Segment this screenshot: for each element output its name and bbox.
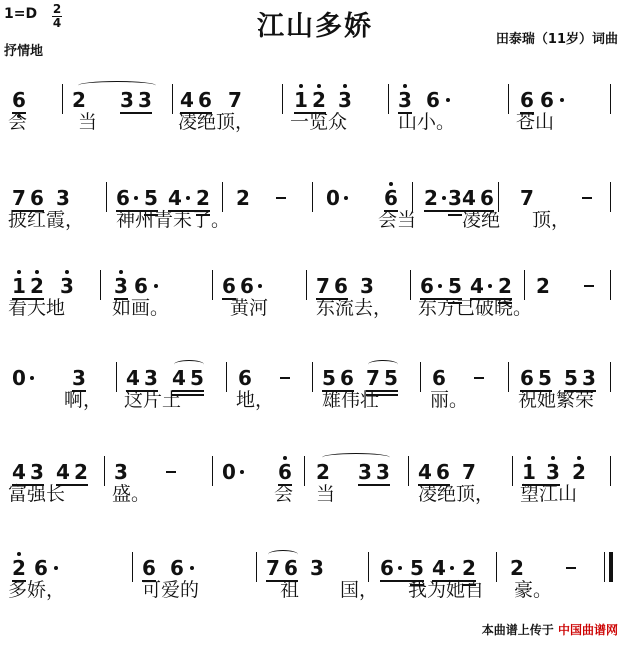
- note-digit: 6: [142, 556, 156, 580]
- sustain-dash: [584, 285, 594, 287]
- octave-or-augmentation-dot: [438, 284, 442, 288]
- note-digit: 2: [510, 556, 524, 580]
- lyric: 顶，: [532, 209, 571, 231]
- note-digit: 4: [12, 460, 26, 484]
- slur-arc: [368, 360, 398, 369]
- lyric: 雄伟壮: [322, 389, 380, 411]
- note-digit: 6: [222, 274, 236, 298]
- bar-line: [306, 270, 307, 300]
- note-digit: 4: [126, 366, 140, 390]
- lyric: 富强长: [8, 483, 66, 505]
- note-digit: 2: [236, 186, 250, 210]
- lyric: 可爱的: [142, 579, 200, 601]
- note-digit: 1: [294, 88, 308, 112]
- bar-line: [312, 182, 313, 212]
- lyric: 会当: [378, 209, 417, 231]
- note-digit: 5: [538, 366, 552, 390]
- lyric: 豪。: [514, 579, 553, 601]
- note-digit: 3: [338, 88, 352, 112]
- note-digit: 2: [196, 186, 210, 210]
- octave-or-augmentation-dot: [154, 284, 158, 288]
- lyric: 凌绝顶，: [178, 111, 255, 133]
- bar-line: [610, 456, 611, 486]
- note-digit: 6: [480, 186, 494, 210]
- lyric: 苍山: [516, 111, 555, 133]
- note-digit: 6: [334, 274, 348, 298]
- sustain-dash: [566, 567, 576, 569]
- bar-line: [172, 84, 173, 114]
- note-digit: 6: [12, 88, 26, 112]
- bar-line: [610, 182, 611, 212]
- sustain-dash: [166, 471, 176, 473]
- site-logo[interactable]: 中国曲谱网: [557, 623, 618, 637]
- octave-or-augmentation-dot: [344, 196, 348, 200]
- octave-or-augmentation-dot: [488, 284, 492, 288]
- lyric: 盛。: [112, 483, 151, 505]
- octave-or-augmentation-dot: [240, 470, 244, 474]
- note-digit: 5: [144, 186, 158, 210]
- note-digit: 3: [310, 556, 324, 580]
- bar-line: [106, 182, 107, 212]
- bar-line: [116, 362, 117, 392]
- lyric: 如画。: [112, 297, 170, 319]
- song-title: 江山多娇: [257, 11, 373, 42]
- duration-underline: [358, 484, 390, 486]
- lyric: 会: [8, 111, 28, 133]
- duration-underline: [448, 214, 462, 216]
- bar-line: [610, 270, 611, 300]
- note-digit: 0: [326, 186, 340, 210]
- octave-or-augmentation-dot: [54, 566, 58, 570]
- note-digit: 4: [180, 88, 194, 112]
- bar-line: [512, 456, 513, 486]
- lyric: 凌绝顶，: [418, 483, 495, 505]
- sustain-dash: [276, 197, 286, 199]
- note-digit: 1: [12, 274, 26, 298]
- note-digit: 7: [366, 366, 380, 390]
- bar-line: [132, 552, 133, 582]
- sustain-dash: [582, 197, 592, 199]
- note-digit: 3: [546, 460, 560, 484]
- slur-arc: [174, 360, 204, 369]
- note-digit: 6: [198, 88, 212, 112]
- lyric: 我为她自: [408, 579, 485, 601]
- note-digit: 6: [384, 186, 398, 210]
- octave-or-augmentation-dot: [398, 566, 402, 570]
- lyric: 地，: [236, 389, 275, 411]
- lyric: 东流去，: [316, 297, 393, 319]
- note-digit: 5: [322, 366, 336, 390]
- octave-or-augmentation-dot: [30, 376, 34, 380]
- octave-or-augmentation-dot: [317, 84, 321, 88]
- lyric: 黄河: [230, 297, 269, 319]
- bar-line: [212, 270, 213, 300]
- note-digit: 3: [114, 274, 128, 298]
- octave-or-augmentation-dot: [560, 98, 564, 102]
- bar-line: [388, 84, 389, 114]
- lyric: 东方已破晓。: [418, 297, 533, 319]
- note-digit: 6: [340, 366, 354, 390]
- note-digit: 5: [410, 556, 424, 580]
- note-digit: 6: [520, 88, 534, 112]
- lyric: 这片土: [124, 389, 182, 411]
- notation-line: [0, 266, 630, 314]
- octave-or-augmentation-dot: [283, 456, 287, 460]
- octave-or-augmentation-dot: [65, 270, 69, 274]
- note-digit: 5: [564, 366, 578, 390]
- note-digit: 6: [540, 88, 554, 112]
- note-digit: 7: [520, 186, 534, 210]
- note-digit: 3: [60, 274, 74, 298]
- lyric: 一览众: [290, 111, 348, 133]
- composer-credit: 田泰瑞（11岁）词曲: [495, 32, 618, 47]
- note-digit: 3: [114, 460, 128, 484]
- lyric: 啊，: [64, 389, 103, 411]
- score-system-2: [0, 178, 630, 268]
- bar-line: [212, 456, 213, 486]
- octave-or-augmentation-dot: [343, 84, 347, 88]
- octave-or-augmentation-dot: [35, 270, 39, 274]
- lyric: 山小。: [398, 111, 456, 133]
- octave-or-augmentation-dot: [186, 196, 190, 200]
- octave-or-augmentation-dot: [577, 456, 581, 460]
- bar-line: [508, 84, 509, 114]
- note-digit: 2: [72, 88, 86, 112]
- bar-line: [62, 84, 63, 114]
- octave-or-augmentation-dot: [258, 284, 262, 288]
- bar-line: [610, 84, 611, 114]
- lyric: 会: [274, 483, 294, 505]
- octave-or-augmentation-dot: [450, 566, 454, 570]
- key-signature: 1=D: [4, 6, 38, 22]
- note-digit: 6: [30, 186, 44, 210]
- note-digit: 6: [238, 366, 252, 390]
- lyric: 当: [316, 483, 336, 505]
- bar-line: [610, 362, 611, 392]
- lyric: 祝她繁荣: [518, 389, 595, 411]
- lyric: 神州青未了。: [116, 209, 231, 231]
- note-digit: 3: [358, 460, 372, 484]
- note-digit: 2: [12, 556, 26, 580]
- note-digit: 4: [168, 186, 182, 210]
- note-digit: 3: [30, 460, 44, 484]
- note-digit: 6: [426, 88, 440, 112]
- bar-line: [496, 552, 497, 582]
- note-digit: 0: [222, 460, 236, 484]
- note-digit: 2: [30, 274, 44, 298]
- note-digit: 1: [522, 460, 536, 484]
- note-digit: 7: [316, 274, 330, 298]
- duration-underline: [424, 210, 462, 212]
- note-digit: 4: [56, 460, 70, 484]
- meter-bottom: 4: [52, 16, 62, 30]
- note-digit: 2: [462, 556, 476, 580]
- note-digit: 6: [34, 556, 48, 580]
- footer-prefix: 本曲谱上传于: [481, 623, 554, 637]
- note-digit: 6: [520, 366, 534, 390]
- score-system-5: [0, 452, 630, 542]
- octave-or-augmentation-dot: [119, 270, 123, 274]
- note-digit: 3: [376, 460, 390, 484]
- bar-line: [420, 362, 421, 392]
- score-system-4: [0, 358, 630, 448]
- note-digit: 6: [432, 366, 446, 390]
- sustain-dash: [280, 377, 290, 379]
- note-digit: 6: [278, 460, 292, 484]
- note-digit: 3: [138, 88, 152, 112]
- octave-or-augmentation-dot: [446, 98, 450, 102]
- score-system-3: [0, 266, 630, 356]
- note-digit: 3: [72, 366, 86, 390]
- bar-line: [256, 552, 257, 582]
- note-digit: 3: [120, 88, 134, 112]
- bar-line: [282, 84, 283, 114]
- note-digit: 3: [582, 366, 596, 390]
- note-digit: 3: [398, 88, 412, 112]
- lyric: 望江山: [520, 483, 578, 505]
- octave-or-augmentation-dot: [17, 552, 21, 556]
- note-digit: 5: [448, 274, 462, 298]
- lyric: 当: [78, 111, 98, 133]
- octave-or-augmentation-dot: [442, 196, 446, 200]
- bar-line: [609, 552, 613, 582]
- lyric: 看大地: [8, 297, 66, 319]
- sustain-dash: [474, 377, 484, 379]
- bar-line: [508, 362, 509, 392]
- source-footer: [482, 621, 618, 638]
- note-digit: 3: [360, 274, 374, 298]
- octave-or-augmentation-dot: [17, 270, 21, 274]
- bar-line: [104, 456, 105, 486]
- bar-line: [604, 552, 605, 582]
- note-digit: 7: [12, 186, 26, 210]
- note-digit: 3: [56, 186, 70, 210]
- note-digit: 3: [448, 186, 462, 210]
- lyric: 凌绝: [462, 209, 501, 231]
- note-digit: 4: [172, 366, 186, 390]
- note-digit: 6: [420, 274, 434, 298]
- octave-or-augmentation-dot: [527, 456, 531, 460]
- note-digit: 0: [12, 366, 26, 390]
- note-digit: 4: [462, 186, 476, 210]
- duration-underline: [120, 112, 152, 114]
- note-digit: 3: [144, 366, 158, 390]
- note-digit: 2: [572, 460, 586, 484]
- note-digit: 2: [424, 186, 438, 210]
- octave-or-augmentation-dot: [551, 456, 555, 460]
- note-digit: 4: [432, 556, 446, 580]
- bar-line: [100, 270, 101, 300]
- slur-arc: [268, 550, 298, 559]
- lyric: 祖: [280, 579, 300, 601]
- bar-line: [304, 456, 305, 486]
- lyric: 国，: [340, 579, 379, 601]
- note-digit: 7: [266, 556, 280, 580]
- note-digit: 6: [116, 186, 130, 210]
- meter-top: 2: [52, 2, 62, 16]
- octave-or-augmentation-dot: [389, 182, 393, 186]
- tempo-mood: 抒情地: [4, 44, 44, 59]
- note-digit: 7: [462, 460, 476, 484]
- bar-line: [226, 362, 227, 392]
- note-digit: 4: [470, 274, 484, 298]
- lyric: 丽。: [430, 389, 469, 411]
- lyric: 多娇，: [8, 579, 66, 601]
- score-system-1: [0, 80, 630, 170]
- note-digit: 6: [436, 460, 450, 484]
- note-digit: 6: [134, 274, 148, 298]
- bar-line: [312, 362, 313, 392]
- note-digit: 6: [240, 274, 254, 298]
- note-digit: 6: [170, 556, 184, 580]
- note-digit: 2: [312, 88, 326, 112]
- note-digit: 4: [418, 460, 432, 484]
- bar-line: [410, 270, 411, 300]
- note-digit: 5: [384, 366, 398, 390]
- lyric: 披红霞，: [8, 209, 85, 231]
- note-digit: 6: [284, 556, 298, 580]
- note-digit: 5: [190, 366, 204, 390]
- note-digit: 6: [380, 556, 394, 580]
- note-digit: 2: [536, 274, 550, 298]
- octave-or-augmentation-dot: [403, 84, 407, 88]
- octave-or-augmentation-dot: [190, 566, 194, 570]
- note-digit: 2: [74, 460, 88, 484]
- octave-or-augmentation-dot: [134, 196, 138, 200]
- note-digit: 7: [228, 88, 242, 112]
- bar-line: [408, 456, 409, 486]
- octave-or-augmentation-dot: [299, 84, 303, 88]
- note-digit: 2: [316, 460, 330, 484]
- note-digit: 2: [498, 274, 512, 298]
